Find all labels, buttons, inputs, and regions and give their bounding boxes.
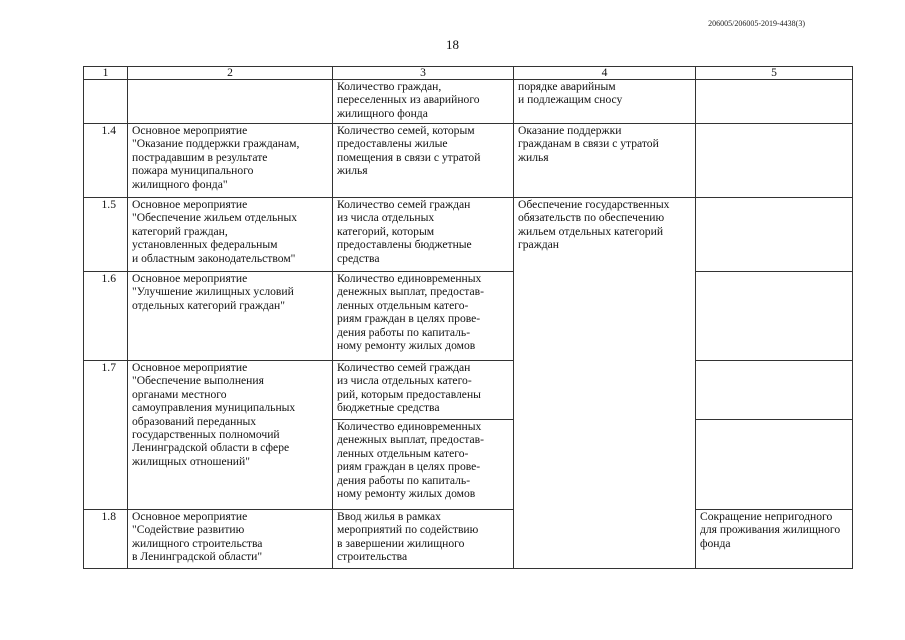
cell-indicator: Количество граждан, переселенных из аварийного жилищного фонда: [333, 80, 514, 124]
cell-activity: Основное мероприятие "Обеспечение жильем отдельных категорий граждан, установленных федеральным и областным законодательством": [128, 198, 333, 272]
document-id: 206005/206005-2019-4438(3): [708, 19, 805, 28]
cell-indicator: Ввод жилья в рамках мероприятий по содействию в завершении жилищного строительства: [333, 510, 514, 569]
header-cell-5: 5: [696, 67, 853, 80]
cell-number: 1.4: [84, 124, 128, 198]
cell-number: 1.8: [84, 510, 128, 569]
table-row-1-6: [84, 272, 853, 361]
cell-indicator: Количество единовременных денежных выплат, предостав- ленных отдельным катего- риям граждан в целях прове- дения работы по капиталь- ному ремонту жилых домов: [333, 272, 514, 361]
cell-empty: [696, 272, 853, 361]
cell-indicator: Количество единовременных денежных выплат, предостав- ленных отдельным катего- риям граждан в целях прове- дения работы по капиталь- ному ремонту жилых домов: [333, 420, 514, 510]
cell-result: Оказание поддержки гражданам в связи с утратой жилья: [514, 124, 696, 198]
cell-indicator: Количество семей граждан из числа отдельных катего- рий, которым предоставлены бюджетные средства: [333, 361, 514, 420]
cell-empty: [696, 80, 853, 124]
cell-number: 1.5: [84, 198, 128, 272]
cell-number: [84, 80, 128, 124]
cell-activity: Основное мероприятие "Обеспечение выполнения органами местного самоуправления муниципальных образований переданных государственных полномочий Ленинградской области в сфере жилищных отношений": [128, 361, 333, 510]
header-cell-1: 1: [84, 67, 128, 80]
cell-indicator: Количество семей, которым предоставлены жилые помещения в связи с утратой жилья: [333, 124, 514, 198]
header-cell-4: 4: [514, 67, 696, 80]
cell-activity: Основное мероприятие "Содействие развитию жилищного строительства в Ленинградской области": [128, 510, 333, 569]
cell-activity: Основное мероприятие "Оказание поддержки гражданам, пострадавшим в результате пожара муниципального жилищного фонда": [128, 124, 333, 198]
cell-empty: [696, 420, 853, 510]
table-row-1-5: [84, 198, 853, 272]
table-row-1-7: [84, 361, 853, 420]
cell-result-merged: Обеспечение государственных обязательств по обеспечению жильем отдельных категорий граждан: [514, 198, 696, 569]
cell-number: 1.7: [84, 361, 128, 510]
cell-empty: [696, 361, 853, 420]
cell-result: порядке аварийным и подлежащим сносу: [514, 80, 696, 124]
cell-activity: Основное мероприятие "Улучшение жилищных условий отдельных категорий граждан": [128, 272, 333, 361]
cell-indicator: Количество семей граждан из числа отдельных категорий, которым предоставлены бюджетные средства: [333, 198, 514, 272]
cell-result: Сокращение непригодного для проживания жилищного фонда: [696, 510, 853, 569]
cell-empty: [696, 198, 853, 272]
header-cell-2: 2: [128, 67, 333, 80]
cell-number: 1.6: [84, 272, 128, 361]
table-row-1-4: [84, 124, 853, 198]
header-cell-3: 3: [333, 67, 514, 80]
table-row-1-8: [84, 510, 853, 569]
program-table: [83, 66, 853, 569]
table-header-row: [84, 67, 853, 80]
cell-empty: [696, 124, 853, 198]
table-row-continuation: [84, 80, 853, 124]
page-number: 18: [446, 37, 459, 52]
cell-activity: [128, 80, 333, 124]
